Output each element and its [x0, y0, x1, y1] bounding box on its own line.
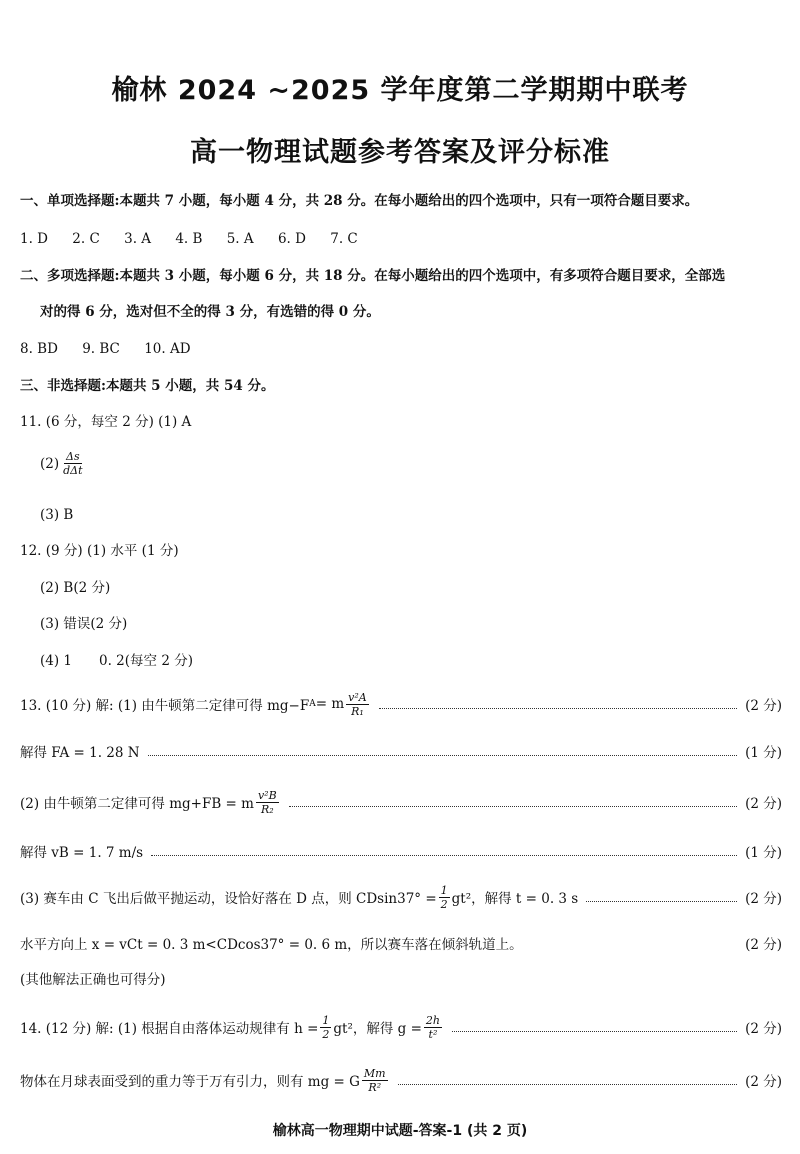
q13-r3-fraction — [256, 789, 279, 816]
q11-fraction — [61, 450, 84, 477]
q13-r2-score: (1 分) — [745, 745, 782, 761]
q13-r1-eq: = m — [315, 696, 345, 712]
q13-r5-den: 2 — [440, 897, 448, 911]
q14-r2-score: (2 分) — [745, 1074, 782, 1090]
answer-5: 5. A — [226, 231, 254, 247]
answer-key-title: 高一物理试题参考答案及评分标准 — [190, 137, 610, 168]
q14-r2-text: 物体在月球表面受到的重力等于万有引力，则有 mg = G — [20, 1074, 360, 1090]
q14-r2-num: Mm — [363, 1066, 386, 1080]
q13-r3-den: R₂ — [260, 802, 274, 816]
q13-r3-text: (2) 由牛顿第二定律可得 mg+FB = m — [20, 796, 254, 812]
q13-row3 — [20, 787, 782, 817]
q14-r1-text-a: 14. (12 分) 解: (1) 根据自由落体运动规律有 h = — [20, 1021, 319, 1037]
leader-dots — [289, 806, 737, 807]
q11-frac-den: dΔt — [63, 464, 83, 477]
q13-r5-num: 1 — [440, 883, 448, 897]
q14-r1-den2: t² — [428, 1027, 438, 1041]
leader-dots — [151, 855, 737, 856]
answer-3: 3. A — [124, 231, 152, 247]
q14-r2-fraction — [362, 1067, 388, 1094]
leader-dots — [398, 1084, 737, 1085]
answer-1: 1. D — [20, 231, 48, 247]
q14-r1-score: (2 分) — [745, 1021, 782, 1037]
q11-line3: (3) B — [40, 507, 74, 523]
q11-part2-label: (2) — [40, 455, 60, 472]
q14-r1-text-b: gt²，解得 g = — [333, 1021, 422, 1037]
q13-r1-sub: A — [309, 699, 316, 709]
q12-line3: (3) 错误(2 分) — [40, 616, 128, 632]
q13-r4-text: 解得 vB = 1. 7 m/s — [20, 845, 144, 861]
q13-row1 — [20, 689, 782, 719]
q14-r2-den: R² — [368, 1080, 382, 1094]
answer-10: 10. AD — [144, 341, 191, 357]
q13-row5 — [20, 882, 782, 912]
exam-title: 榆林 2024 ~2025 学年度第二学期期中联考 — [111, 75, 689, 106]
q13-r3-score: (2 分) — [745, 796, 782, 812]
q11-line2 — [40, 450, 87, 477]
leader-dots — [586, 901, 737, 902]
q12-line2: (2) B(2 分) — [40, 580, 111, 596]
q13-r1-num: v²A — [348, 690, 367, 704]
q13-r2-text: 解得 FA = 1. 28 N — [20, 745, 140, 761]
q13-row4 — [20, 836, 782, 866]
q13-r6-score: (2 分) — [745, 937, 782, 953]
q11-frac-num: Δs — [66, 450, 80, 463]
q13-r1-text: 13. (10 分) 解: (1) 由牛顿第二定律可得 mg−F — [20, 698, 310, 714]
answer-6: 6. D — [277, 231, 306, 247]
section2-heading: 二、多项选择题:本题共 3 小题，每小题 6 分，共 18 分。在每小题给出的四个选项中，有多项符合题目要求，全部选 — [20, 268, 726, 284]
section2-answers — [20, 339, 211, 359]
q13-r1-fraction — [346, 691, 369, 718]
q13-row2 — [20, 736, 782, 766]
q14-r1-fraction1 — [320, 1014, 331, 1041]
q13-r4-score: (1 分) — [745, 845, 782, 861]
q13-r6-text: 水平方向上 x = vCt = 0. 3 m<CDcos37° = 0. 6 m，所以赛车落在倾斜轨道上。 — [20, 937, 523, 953]
q14-row1 — [20, 1012, 782, 1042]
q13-r1-score: (2 分) — [745, 698, 782, 714]
q13-row6 — [20, 928, 782, 958]
q13-r1-den: R₁ — [351, 704, 364, 718]
section2-heading-cont: 对的得 6 分，选对但不全的得 3 分，有选错的得 0 分。 — [40, 304, 380, 320]
answer-4: 4. B — [175, 231, 203, 247]
q11-line1: 11. (6 分，每空 2 分) (1) A — [20, 414, 192, 430]
page-footer: 榆林高一物理期中试题-答案-1 (共 2 页) — [272, 1123, 528, 1139]
q14-r1-num2: 2h — [425, 1013, 441, 1027]
section1-heading: 一、单项选择题:本题共 7 小题，每小题 4 分，共 28 分。在每小题给出的四个选项中，只有一项符合题目要求。 — [20, 193, 699, 209]
section1-answers — [20, 229, 378, 249]
answer-2: 2. C — [72, 231, 100, 247]
leader-dots — [379, 708, 737, 709]
answer-9: 9. BC — [82, 341, 120, 357]
q12-line4: (4) 1 0. 2(每空 2 分) — [40, 653, 193, 669]
q13-r3-num: v²B — [257, 788, 277, 802]
q12-line1: 12. (9 分) (1) 水平 (1 分) — [20, 543, 179, 559]
answer-7: 7. C — [330, 231, 358, 247]
q13-note: (其他解法正确也可得分) — [20, 972, 166, 988]
q13-r5-score: (2 分) — [745, 891, 782, 907]
q13-r5-fraction — [439, 884, 450, 911]
q13-r5-text-b: gt²，解得 t = 0. 3 s — [451, 891, 579, 907]
q14-row2 — [20, 1065, 782, 1095]
section3-heading: 三、非选择题:本题共 5 小题，共 54 分。 — [20, 378, 275, 394]
q13-r5-text-a: (3) 赛车由 C 飞出后做平抛运动，设恰好落在 D 点，则 CDsin37° = — [20, 891, 437, 907]
q14-r1-num1: 1 — [322, 1013, 330, 1027]
leader-dots — [452, 1031, 737, 1032]
q14-r1-den1: 2 — [322, 1027, 330, 1041]
q14-r1-fraction2 — [424, 1014, 442, 1041]
leader-dots — [148, 755, 737, 756]
answer-8: 8. BD — [20, 341, 58, 357]
